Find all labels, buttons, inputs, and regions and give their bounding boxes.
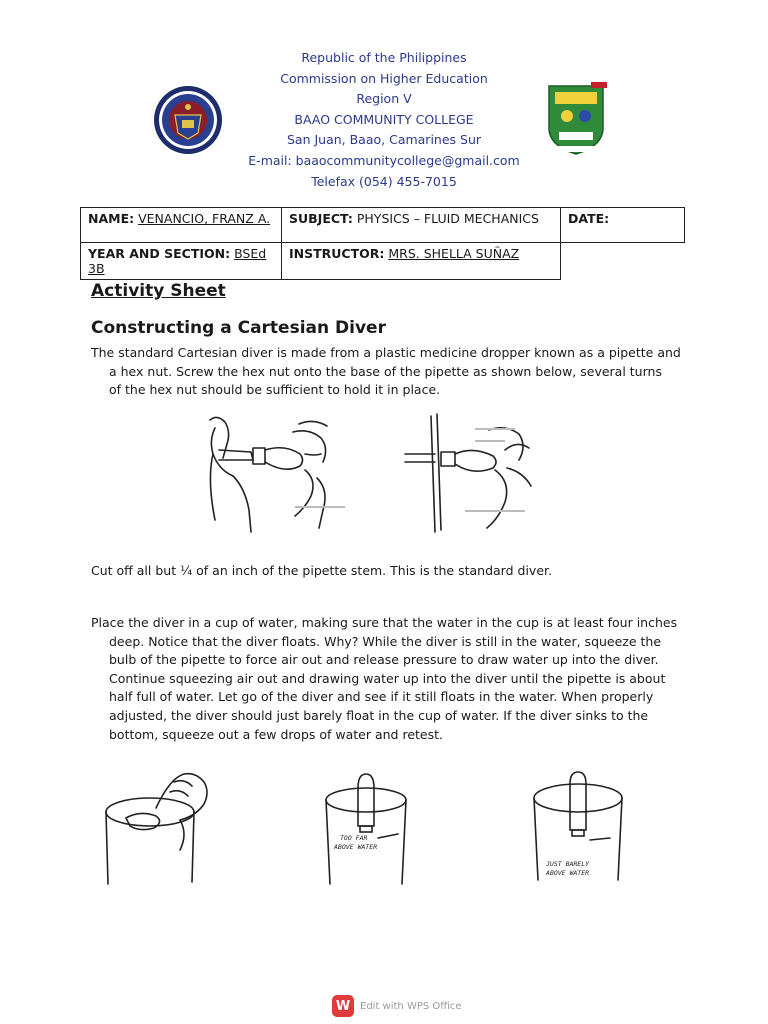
instructor-cell [282,243,561,280]
date-label: DATE: [568,211,610,226]
paragraph-line: Place the diver in a cup of water, making sure that the water in the cup is at least four inches [91,615,678,630]
header-line: Telefax (054) 455-7015 [311,173,457,189]
hex-nut-assembly-illustration [205,410,545,535]
college-seal-logo [153,85,223,155]
paragraph-line: half full of water. Let go of the diver and see if it still floats in the water. When properly [109,689,654,705]
cup-squeeze-illustration [100,768,220,886]
just-barely-caption-line: ABOVE WATER [546,869,590,877]
paragraph-line: of the hex nut should be sufficient to hold it in place. [109,382,441,398]
instructor-label: INSTRUCTOR: [289,246,385,261]
wps-office-text: Edit with WPS Office [360,1000,462,1012]
intro-paragraph [91,344,691,400]
section-title: Constructing a Cartesian Diver [91,318,386,338]
empty-cell [561,243,685,280]
too-far-caption-line: TOO FAR [340,834,368,842]
paragraph-line: adjusted, the diver should just barely float in the cup of water. If the diver sinks to the [109,707,649,723]
subject-label: SUBJECT: [289,211,353,226]
header-line: BAAO COMMUNITY COLLEGE [294,111,474,127]
cut-stem-paragraph [91,562,691,581]
activity-sheet-title: Activity Sheet [91,281,226,301]
header-line: Region V [356,91,412,107]
wps-office-watermark [332,994,462,1018]
name-value: VENANCIO, FRANZ A. [138,211,271,226]
header-line: E-mail: baaocommunitycollege@gmail.com [248,152,520,168]
header-line: Commission on Higher Education [280,70,488,86]
year-section-cell [81,243,282,280]
procedure-paragraph [91,614,691,744]
header-line: San Juan, Baao, Camarines Sur [286,132,482,148]
name-label: NAME: [88,211,135,226]
subject-value: PHYSICS – FLUID MECHANICS [356,211,539,226]
college-of-education-logo [543,80,609,156]
header-line: Republic of the Philippines [301,50,467,65]
year-section-label: YEAR AND SECTION: [88,246,231,261]
paragraph-line: deep. Notice that the diver floats. Why? While the diver is still in the water, squeeze the [109,633,662,649]
student-info-table [80,207,685,280]
paragraph-line: bulb of the pipette to force air out and release pressure to draw water up into the diver. [109,652,659,668]
too-far-caption-line: ABOVE WATER [334,843,378,851]
just-barely-caption-line: JUST BARELY [546,860,590,868]
letterhead [0,48,768,192]
subject-cell [282,208,561,243]
paragraph-line: a hex nut. Screw the hex nut onto the base of the pipette as shown below, several turns [109,363,662,379]
name-cell [81,208,282,243]
cup-too-far-above-water-illustration [318,770,418,888]
paragraph-line: Cut off all but ¼ of an inch of the pipette stem. This is the standard diver. [91,563,552,578]
paragraph-line: The standard Cartesian diver is made from a plastic medicine dropper known as a pipette and [91,345,681,360]
paragraph-line: Continue squeezing air out and drawing water up into the diver until the pipette is about [109,670,666,686]
year-section-value: BSEd 3B [88,246,267,276]
date-cell [561,208,685,243]
paragraph-line: bottom, squeeze out a few drops of water and retest. [109,726,443,742]
cup-just-barely-above-water-illustration [524,770,634,886]
instructor-value: MRS. SHELLA SUÑAZ [388,246,520,261]
wps-office-icon: W [332,995,354,1017]
